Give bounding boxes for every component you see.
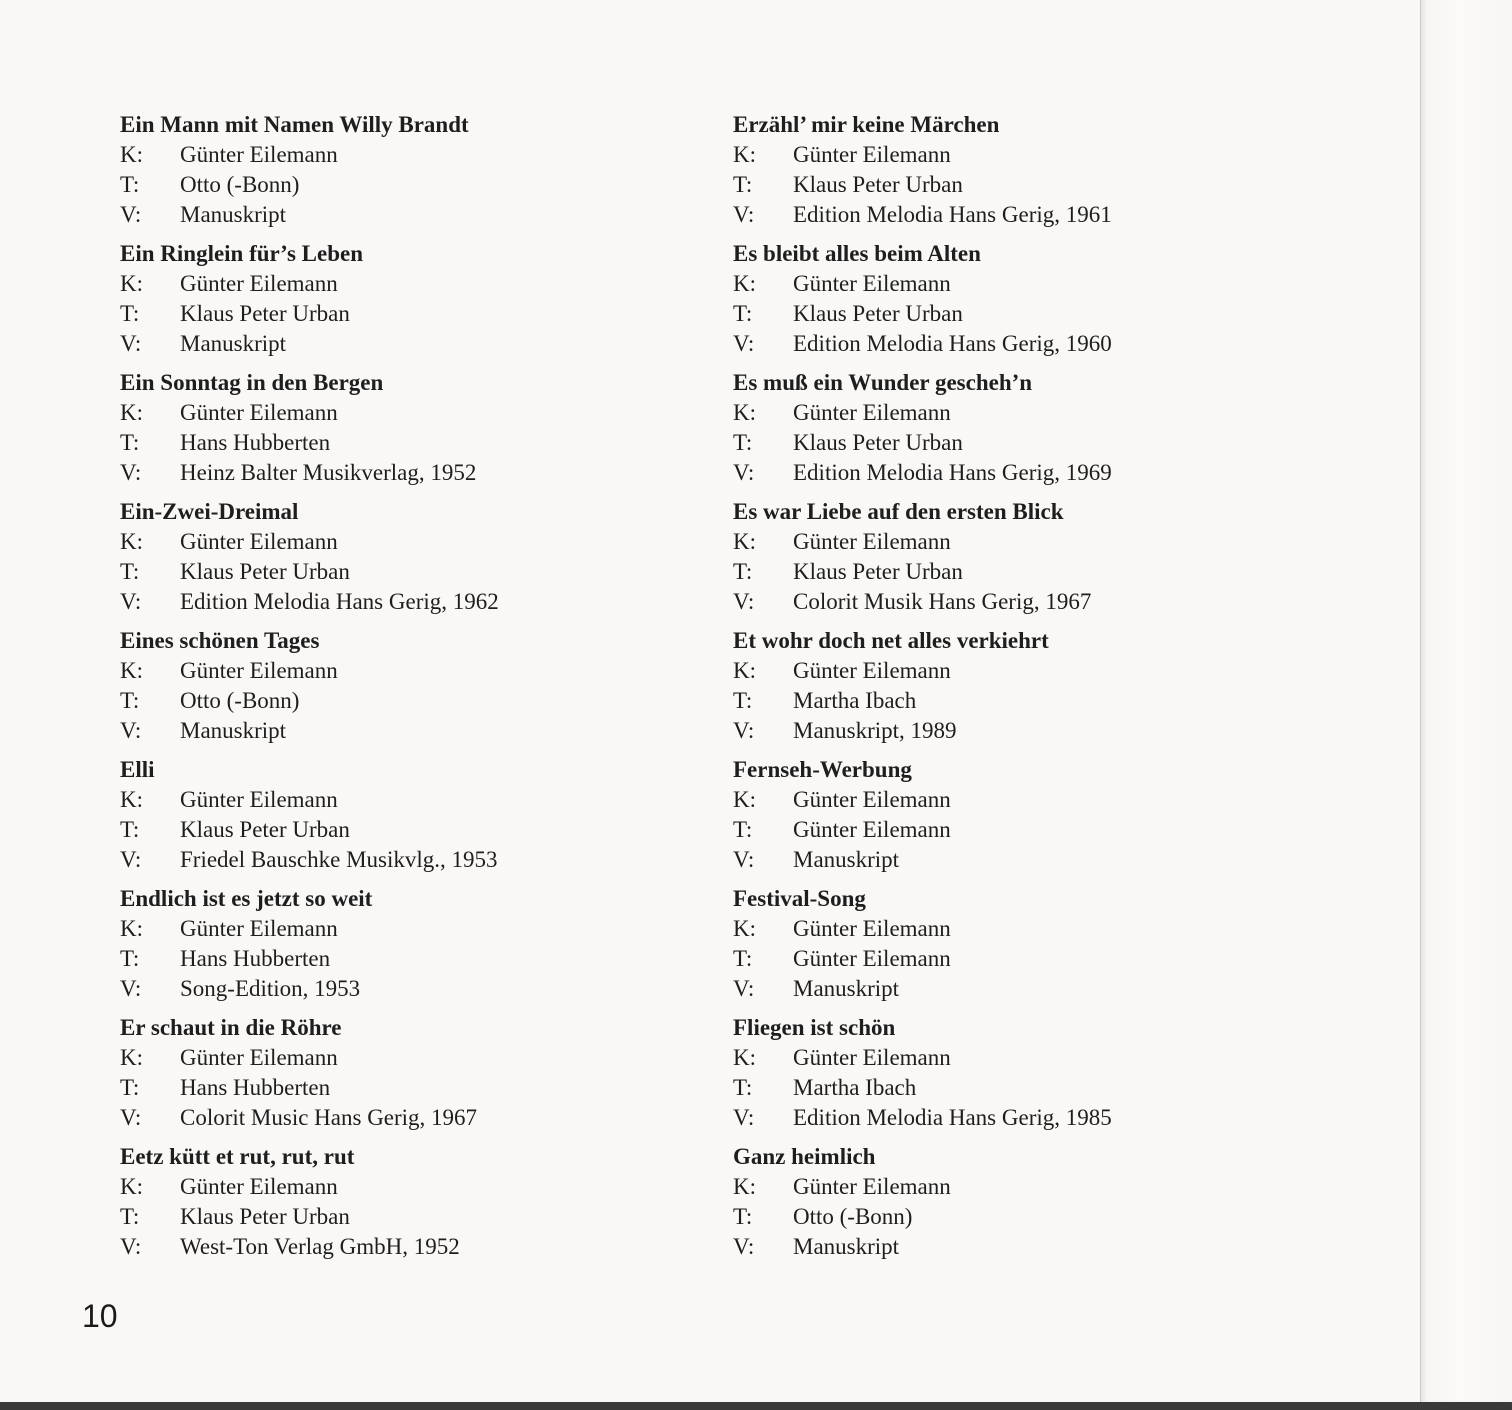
- lyricist-label: T:: [120, 430, 140, 455]
- lyricist-line: [120, 428, 680, 458]
- composer-line: [733, 914, 1293, 944]
- publisher-label: V:: [733, 331, 755, 356]
- publisher-name: Manuskript: [180, 331, 287, 356]
- song-title: Fliegen ist schön: [733, 1015, 896, 1040]
- lyricist-name: Otto (-Bonn): [793, 1204, 913, 1229]
- song-title: Fernseh-Werbung: [733, 757, 912, 782]
- publisher-line: [120, 716, 680, 746]
- song-title: Es muß ein Wunder gescheh’n: [733, 370, 1033, 395]
- song-title: Ein Sonntag in den Bergen: [120, 370, 384, 395]
- composer-line: [120, 1172, 680, 1202]
- lyricist-line: [733, 1073, 1293, 1103]
- lyricist-label: T:: [120, 688, 140, 713]
- publisher-name: Friedel Bauschke Musikvlg., 1953: [180, 847, 498, 872]
- lyricist-label: T:: [733, 688, 753, 713]
- lyricist-line: [733, 815, 1293, 845]
- lyricist-name: Klaus Peter Urban: [793, 301, 963, 326]
- right-column: [733, 110, 1293, 1271]
- composer-label: K:: [733, 916, 756, 941]
- publisher-label: V:: [733, 1105, 755, 1130]
- composer-label: K:: [120, 142, 143, 167]
- song-title: Et wohr doch net alles verkiehrt: [733, 628, 1049, 653]
- lyricist-name: Klaus Peter Urban: [793, 430, 963, 455]
- song-entry: [120, 497, 680, 626]
- song-entry: [733, 755, 1293, 884]
- lyricist-line: [120, 170, 680, 200]
- song-entry: [733, 368, 1293, 497]
- publisher-name: Manuskript: [793, 976, 900, 1001]
- publisher-label: V:: [733, 718, 755, 743]
- lyricist-name: Martha Ibach: [793, 688, 917, 713]
- composer-label: K:: [733, 1174, 756, 1199]
- song-title: Eines schönen Tages: [120, 628, 320, 653]
- publisher-label: V:: [733, 202, 755, 227]
- lyricist-label: T:: [733, 430, 753, 455]
- publisher-line: [120, 458, 680, 488]
- song-entry: [120, 239, 680, 368]
- publisher-label: V:: [733, 589, 755, 614]
- publisher-name: Edition Melodia Hans Gerig, 1962: [180, 589, 499, 614]
- composer-label: K:: [120, 1045, 143, 1070]
- publisher-label: V:: [120, 976, 142, 1001]
- lyricist-line: [733, 1202, 1293, 1232]
- composer-label: K:: [120, 271, 143, 296]
- composer-label: K:: [120, 787, 143, 812]
- publisher-name: Edition Melodia Hans Gerig, 1969: [793, 460, 1112, 485]
- lyricist-name: Klaus Peter Urban: [180, 301, 350, 326]
- lyricist-label: T:: [120, 559, 140, 584]
- publisher-line: [120, 845, 680, 875]
- page-number: 10: [82, 1298, 118, 1334]
- song-entry: [733, 1142, 1293, 1271]
- publisher-label: V:: [733, 847, 755, 872]
- lyricist-name: Klaus Peter Urban: [180, 559, 350, 584]
- song-entry: [733, 239, 1293, 368]
- composer-label: K:: [733, 658, 756, 683]
- lyricist-label: T:: [120, 172, 140, 197]
- composer-label: K:: [120, 1174, 143, 1199]
- composer-label: K:: [733, 787, 756, 812]
- composer-name: Günter Eilemann: [180, 529, 338, 554]
- publisher-line: [733, 200, 1293, 230]
- publisher-label: V:: [120, 460, 142, 485]
- lyricist-label: T:: [733, 559, 753, 584]
- publisher-line: [120, 1103, 680, 1133]
- composer-name: Günter Eilemann: [180, 142, 338, 167]
- publisher-line: [733, 845, 1293, 875]
- publisher-name: Heinz Balter Musikverlag, 1952: [180, 460, 477, 485]
- lyricist-label: T:: [733, 172, 753, 197]
- lyricist-name: Hans Hubberten: [180, 946, 331, 971]
- lyricist-name: Günter Eilemann: [793, 817, 951, 842]
- composer-name: Günter Eilemann: [793, 271, 951, 296]
- publisher-line: [733, 458, 1293, 488]
- publisher-line: [733, 716, 1293, 746]
- publisher-label: V:: [120, 1105, 142, 1130]
- lyricist-name: Klaus Peter Urban: [180, 817, 350, 842]
- song-entry: [120, 1013, 680, 1142]
- composer-name: Günter Eilemann: [180, 916, 338, 941]
- publisher-label: V:: [120, 718, 142, 743]
- song-entry: [733, 497, 1293, 626]
- song-title: Ein Mann mit Namen Willy Brandt: [120, 112, 469, 137]
- composer-name: Günter Eilemann: [793, 1045, 951, 1070]
- composer-label: K:: [120, 916, 143, 941]
- lyricist-name: Hans Hubberten: [180, 430, 331, 455]
- composer-name: Günter Eilemann: [180, 400, 338, 425]
- composer-line: [733, 140, 1293, 170]
- lyricist-name: Otto (-Bonn): [180, 688, 300, 713]
- lyricist-label: T:: [733, 817, 753, 842]
- song-entry: [120, 884, 680, 1013]
- composer-name: Günter Eilemann: [180, 658, 338, 683]
- publisher-line: [120, 587, 680, 617]
- song-title: Festival-Song: [733, 886, 866, 911]
- lyricist-name: Klaus Peter Urban: [793, 559, 963, 584]
- song-title: Er schaut in die Röhre: [120, 1015, 342, 1040]
- publisher-label: V:: [120, 589, 142, 614]
- composer-label: K:: [120, 658, 143, 683]
- composer-label: K:: [120, 529, 143, 554]
- lyricist-name: Martha Ibach: [793, 1075, 917, 1100]
- lyricist-label: T:: [120, 301, 140, 326]
- lyricist-name: Otto (-Bonn): [180, 172, 300, 197]
- lyricist-line: [733, 299, 1293, 329]
- composer-name: Günter Eilemann: [793, 142, 951, 167]
- publisher-line: [733, 587, 1293, 617]
- composer-name: Günter Eilemann: [793, 529, 951, 554]
- song-entry: [733, 1013, 1293, 1142]
- publisher-line: [120, 974, 680, 1004]
- lyricist-line: [733, 944, 1293, 974]
- composer-name: Günter Eilemann: [180, 1045, 338, 1070]
- publisher-label: V:: [120, 331, 142, 356]
- song-title: Ein-Zwei-Dreimal: [120, 499, 299, 524]
- publisher-name: Colorit Musik Hans Gerig, 1967: [793, 589, 1092, 614]
- composer-label: K:: [733, 529, 756, 554]
- composer-line: [733, 527, 1293, 557]
- composer-line: [120, 785, 680, 815]
- publisher-label: V:: [120, 847, 142, 872]
- composer-line: [120, 398, 680, 428]
- composer-line: [733, 656, 1293, 686]
- song-title: Es bleibt alles beim Alten: [733, 241, 981, 266]
- publisher-line: [733, 329, 1293, 359]
- lyricist-name: Klaus Peter Urban: [793, 172, 963, 197]
- song-entry: [120, 755, 680, 884]
- composer-name: Günter Eilemann: [793, 787, 951, 812]
- lyricist-line: [120, 1202, 680, 1232]
- publisher-name: Song-Edition, 1953: [180, 976, 361, 1001]
- lyricist-label: T:: [733, 1204, 753, 1229]
- lyricist-line: [120, 686, 680, 716]
- publisher-name: Edition Melodia Hans Gerig, 1960: [793, 331, 1112, 356]
- publisher-name: Manuskript: [180, 202, 287, 227]
- composer-name: Günter Eilemann: [180, 1174, 338, 1199]
- song-entry: [120, 626, 680, 755]
- publisher-name: West-Ton Verlag GmbH, 1952: [180, 1234, 460, 1259]
- composer-name: Günter Eilemann: [180, 271, 338, 296]
- publisher-label: V:: [733, 976, 755, 1001]
- publisher-label: V:: [733, 1234, 755, 1259]
- composer-name: Günter Eilemann: [793, 1174, 951, 1199]
- composer-name: Günter Eilemann: [180, 787, 338, 812]
- composer-label: K:: [733, 271, 756, 296]
- publisher-name: Manuskript: [180, 718, 287, 743]
- publisher-name: Manuskript: [793, 1234, 900, 1259]
- song-title: Eetz kütt et rut, rut, rut: [120, 1144, 355, 1169]
- publisher-name: Edition Melodia Hans Gerig, 1961: [793, 202, 1112, 227]
- composer-name: Günter Eilemann: [793, 400, 951, 425]
- lyricist-label: T:: [120, 1204, 140, 1229]
- composer-line: [733, 1043, 1293, 1073]
- lyricist-line: [733, 557, 1293, 587]
- composer-label: K:: [733, 400, 756, 425]
- composer-label: K:: [120, 400, 143, 425]
- publisher-line: [120, 200, 680, 230]
- publisher-label: V:: [733, 460, 755, 485]
- left-column: [120, 110, 680, 1271]
- lyricist-line: [120, 299, 680, 329]
- song-title: Es war Liebe auf den ersten Blick: [733, 499, 1064, 524]
- song-title: Endlich ist es jetzt so weit: [120, 886, 373, 911]
- composer-line: [733, 398, 1293, 428]
- composer-label: K:: [733, 1045, 756, 1070]
- publisher-line: [120, 1232, 680, 1262]
- song-entry: [733, 884, 1293, 1013]
- lyricist-label: T:: [120, 1075, 140, 1100]
- song-entry: [733, 626, 1293, 755]
- lyricist-line: [733, 686, 1293, 716]
- publisher-line: [733, 1232, 1293, 1262]
- lyricist-line: [120, 815, 680, 845]
- page-edge: [1420, 0, 1512, 1402]
- lyricist-name: Hans Hubberten: [180, 1075, 331, 1100]
- composer-line: [733, 785, 1293, 815]
- publisher-line: [120, 329, 680, 359]
- publisher-line: [733, 974, 1293, 1004]
- composer-label: K:: [733, 142, 756, 167]
- composer-name: Günter Eilemann: [793, 658, 951, 683]
- lyricist-line: [733, 170, 1293, 200]
- publisher-name: Manuskript: [793, 847, 900, 872]
- lyricist-name: Klaus Peter Urban: [180, 1204, 350, 1229]
- lyricist-label: T:: [733, 946, 753, 971]
- song-title: Ganz heimlich: [733, 1144, 876, 1169]
- song-entry: [733, 110, 1293, 239]
- composer-line: [120, 914, 680, 944]
- composer-line: [120, 656, 680, 686]
- song-title: Erzähl’ mir keine Märchen: [733, 112, 1000, 137]
- lyricist-name: Günter Eilemann: [793, 946, 951, 971]
- lyricist-label: T:: [733, 1075, 753, 1100]
- composer-line: [733, 269, 1293, 299]
- song-title: Elli: [120, 757, 155, 782]
- publisher-name: Manuskript, 1989: [793, 718, 957, 743]
- lyricist-line: [120, 557, 680, 587]
- lyricist-line: [120, 944, 680, 974]
- bottom-shadow: [0, 1402, 1512, 1410]
- publisher-label: V:: [120, 202, 142, 227]
- song-title: Ein Ringlein für’s Leben: [120, 241, 364, 266]
- composer-line: [120, 1043, 680, 1073]
- song-entry: [120, 1142, 680, 1271]
- publisher-name: Colorit Music Hans Gerig, 1967: [180, 1105, 478, 1130]
- publisher-label: V:: [120, 1234, 142, 1259]
- composer-line: [120, 140, 680, 170]
- composer-line: [120, 269, 680, 299]
- composer-line: [733, 1172, 1293, 1202]
- lyricist-line: [120, 1073, 680, 1103]
- composer-line: [120, 527, 680, 557]
- composer-name: Günter Eilemann: [793, 916, 951, 941]
- publisher-line: [733, 1103, 1293, 1133]
- song-entry: [120, 368, 680, 497]
- lyricist-label: T:: [120, 817, 140, 842]
- lyricist-line: [733, 428, 1293, 458]
- publisher-name: Edition Melodia Hans Gerig, 1985: [793, 1105, 1112, 1130]
- song-entry: [120, 110, 680, 239]
- lyricist-label: T:: [733, 301, 753, 326]
- lyricist-label: T:: [120, 946, 140, 971]
